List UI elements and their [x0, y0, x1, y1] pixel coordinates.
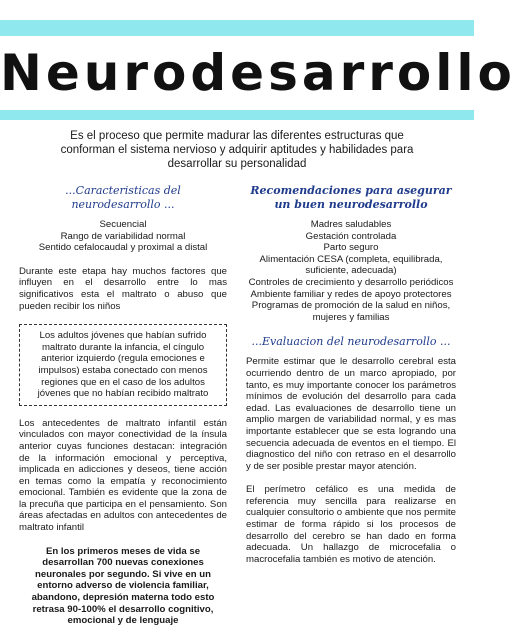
evaluation-heading: ...Evaluacion del neurodesarrollo ...	[251, 335, 451, 349]
page-title: Neurodesarrollo	[0, 44, 516, 102]
recommendations-list	[246, 219, 456, 323]
evaluation-paragraph: Permite estimar que le desarrollo cerebral esta ocurriendo dentro de un marco apropiado, por tanto, es muy importante conocer los parámetros mínimos de evolución del desarrollo para cada edad. Las evaluaciones de desarrollo tiene un amplio margen de variabilidad normal, y es mas importante establecer que se esta logrando una secuencia adecuada de eventos en el tiempo. El diagnostico del niño con retraso en el desarrollo y de ser posible prestar mayor atención.	[246, 356, 456, 472]
connections-paragraph: En los primeros meses de vida se desarrollan 700 nuevas conexiones neuronales por segundo. Si vive en un entorno adverso de violencia familiar, abandono, depresión materna todo esto retrasa 90-100% el desarrollo cognitivo, emocional y de lenguaje	[31, 545, 215, 627]
intro-paragraph: Es el proceso que permite madurar las diferentes estructuras que conforman el sistema nervioso y adquirir aptitudes y habilidades para desarrollar su personalidad	[60, 130, 414, 170]
factors-paragraph: Durante este etapa hay muchos factores que influyen en el desarrollo entre lo mas significativos esta el maltrato o abuso que pueden recibir los niños	[19, 265, 227, 312]
list-item: Parto seguro	[323, 242, 379, 254]
title-band-bottom	[0, 110, 474, 120]
list-item: Secuencial	[99, 219, 147, 230]
list-item: Madres saludables	[310, 219, 392, 230]
list-item: Controles de crecimiento y desarrollo periódicos	[248, 276, 454, 288]
list-item: Rango de variabilidad normal	[60, 230, 186, 242]
list-item: Ambiente familiar y redes de apoyo protectores	[250, 288, 452, 300]
insula-paragraph: Los antecedentes de maltrato infantil están vinculados con mayor conectividad de la ínsula anterior cuyas funciones destacan: integración de la información emocional y perceptiva, implicada en adicciones y deseos, tiene acción en temas como la empatía y reconocimiento emocional. También es evidente que la zona de la precuña que participa en el pensamiento. Son áreas afectadas en adultos con antecedentes de maltrato infantil	[19, 417, 227, 534]
maltreatment-callout-box	[19, 324, 227, 406]
characteristics-list	[19, 219, 227, 254]
callout-text: Los adultos jóvenes que habían sufrido maltrato durante la infancia, el cíngulo anterior izquierdo (regula emociones e impulsos) estaba conectado con menos regiones que en el caso de los adultos jóvenes que no habían recibido maltrato	[37, 330, 209, 400]
list-item: Programas de promoción de la salud en niños, mujeres y familias	[251, 300, 451, 323]
title-band-top	[0, 20, 474, 36]
head-circumference-paragraph: El perímetro cefálico es una medida de referencia muy sencilla para realizarse en cualquier consultorio o ambiente que nos permite estimar de forma rápido si los procesos de desarrollo del cerebro se han dado en forma adecuada. Un hallazgo de microcefalia o macrocefalia también es motivo de atención.	[246, 484, 456, 565]
left-column	[19, 184, 227, 627]
list-item: Gestación controlada	[305, 230, 397, 242]
list-item: Sentido cefalocaudal y proximal a distal	[38, 242, 208, 254]
recommendations-heading: Recomendaciones para asegurar un buen neurodesarrollo	[250, 184, 452, 211]
right-column	[246, 184, 456, 565]
characteristics-heading: ...Caracteristicas del neurodesarrollo ...	[65, 184, 181, 211]
list-item: Alimentación CESA (completa, equilibrada, suficiente, adecuada)	[259, 253, 443, 277]
